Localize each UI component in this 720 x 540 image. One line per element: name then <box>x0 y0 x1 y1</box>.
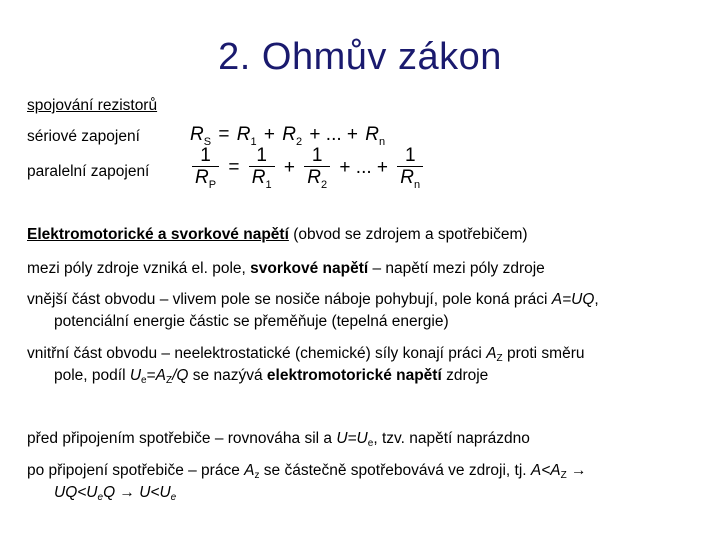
parallel-label: paralelní zapojení <box>27 163 150 180</box>
paragraph-terminal-voltage: mezi póly zdroje vzniká el. pole, svorkové napětí – napětí mezi póly zdroje <box>27 260 545 277</box>
paragraph-inner-circuit: vnitřní část obvodu – neelektrostatické (chemické) síly konají práci $A_Z$ proti směru pole, podíl $U_e=A_Z/Q$ se nazývá elektromotorické napětí zdroje <box>27 345 585 386</box>
paragraph-outer-circuit: vnější část obvodu – vlivem pole se nosiče náboje pohybují, pole koná práci A=UQ, potenciální energie částic se přeměňuje (tepelná energie) <box>27 291 599 330</box>
paragraph-open-circuit: před připojením spotřebiče – rovnováha sil a $U=U_e$, tzv. napětí naprázdno <box>27 430 530 449</box>
paragraph-loaded-circuit: po připojení spotřebiče – práce $A_z$ se částečně spotřebovává ve zdroji, tj. $A<A_Z$ → $UQ<U_eQ \to U<U_e$ <box>27 462 587 503</box>
serial-formula: $R_S = R_1 + R_2$ + ... + $R_n$ <box>190 124 386 149</box>
section-heading: spojování rezistorů <box>27 97 158 114</box>
parallel-formula: $\frac{1}{R_P}$ = $\frac{1}{R_1}$ + $\frac{1}{R_2}$ + ... + $\frac{1}{R_n}$ <box>190 146 425 189</box>
paragraph-emf-heading: Elektromotorické a svorkové napětí (obvod se zdrojem a spotřebičem) <box>27 226 528 243</box>
serial-label: sériové zapojení <box>27 128 140 145</box>
slide-title: 2. Ohmův zákon <box>218 36 502 78</box>
